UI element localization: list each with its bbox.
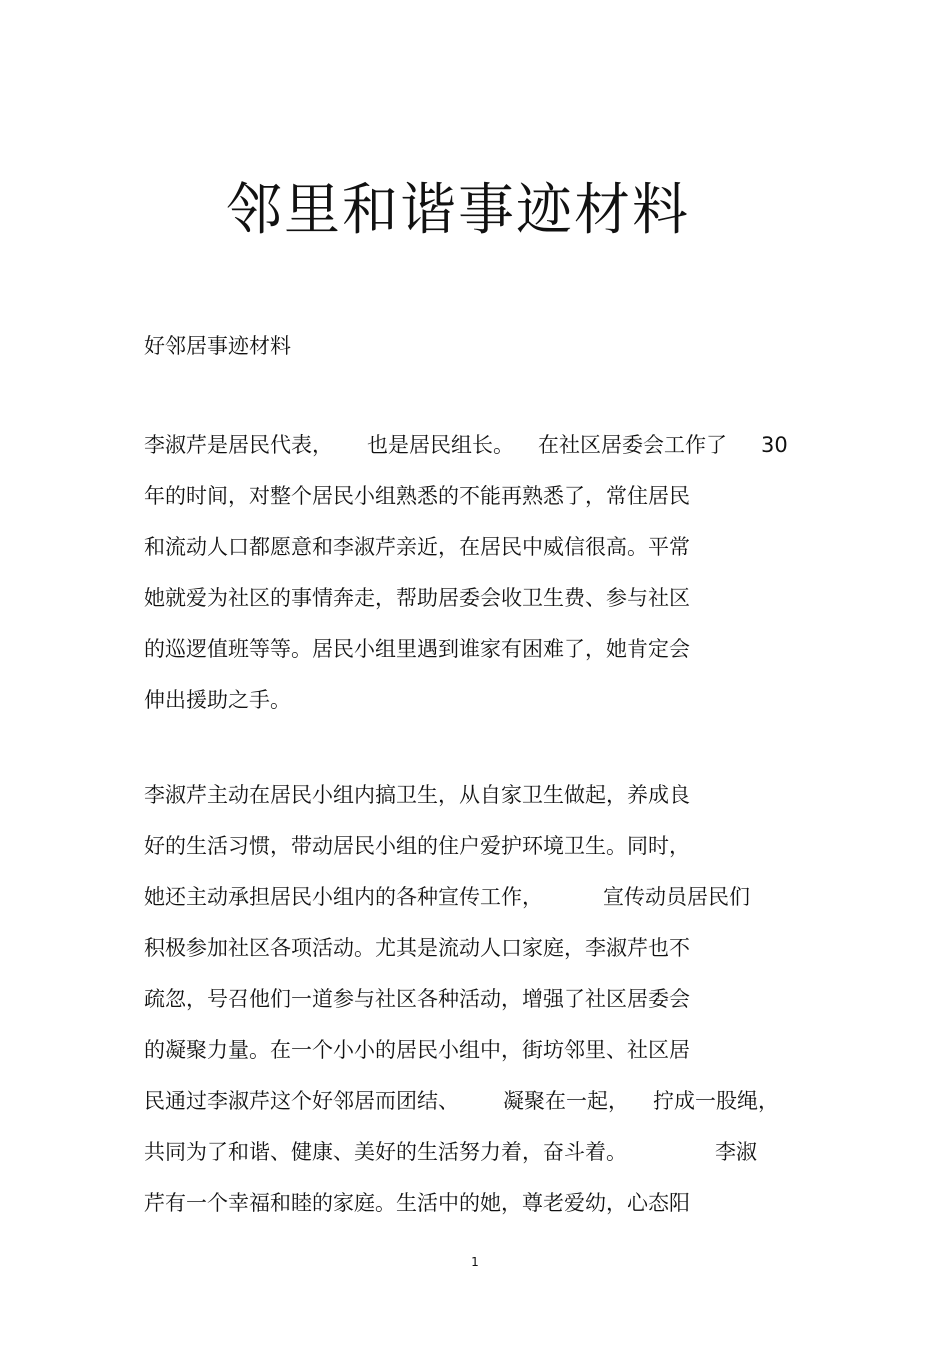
text-segment: 拧成一股绳， xyxy=(653,1089,779,1113)
text-segment: 凝聚在一起， xyxy=(503,1089,629,1113)
document-subtitle: 好邻居事迹材料 xyxy=(144,334,291,358)
page-number: 1 xyxy=(471,1255,479,1269)
paragraph-2-line-1: 李淑芹主动在居民小组内搞卫生，从自家卫生做起，养成良 xyxy=(144,783,690,807)
text-segment: 也是居民组长。 xyxy=(367,433,514,457)
text-segment: 李淑 xyxy=(715,1140,757,1164)
paragraph-2-line-9: 芹有一个幸福和睦的家庭。生活中的她，尊老爱幼，心态阳 xyxy=(144,1191,690,1215)
paragraph-1-line-1 xyxy=(144,430,824,481)
text-segment: 宣传动员居民们 xyxy=(603,885,750,909)
paragraph-1-line-6: 伸出援助之手。 xyxy=(144,688,291,712)
paragraph-1-line-5: 的巡逻值班等等。居民小组里遇到谁家有困难了，她肯定会 xyxy=(144,637,690,661)
text-segment: 在社区居委会工作了 xyxy=(538,433,727,457)
text-segment: 她还主动承担居民小组内的各种宣传工作， xyxy=(144,885,543,909)
paragraph-1-line-2: 年的时间，对整个居民小组熟悉的不能再熟悉了，常住居民 xyxy=(144,484,690,508)
paragraph-2 xyxy=(144,780,824,1239)
paragraph-2-line-7 xyxy=(144,1086,824,1137)
paragraph-1-line-4: 她就爱为社区的事情奔走，帮助居委会收卫生费、参与社区 xyxy=(144,586,690,610)
paragraph-2-line-8 xyxy=(144,1137,824,1188)
text-segment: 共同为了和谐、健康、美好的生活努力着，奋斗着。 xyxy=(144,1140,627,1164)
paragraph-2-line-4: 积极参加社区各项活动。尤其是流动人口家庭，李淑芹也不 xyxy=(144,936,690,960)
paragraph-2-line-3 xyxy=(144,882,824,933)
document-title: 邻里和谐事迹材料 xyxy=(226,178,690,243)
paragraph-2-line-6: 的凝聚力量。在一个小小的居民小组中，街坊邻里、社区居 xyxy=(144,1038,690,1062)
text-segment: 民通过李淑芹这个好邻居而团结、 xyxy=(144,1089,459,1113)
paragraph-1 xyxy=(144,430,824,736)
text-segment: 30 xyxy=(761,433,788,457)
paragraph-2-line-2: 好的生活习惯，带动居民小组的住户爱护环境卫生。同时， xyxy=(144,834,690,858)
paragraph-1-line-3: 和流动人口都愿意和李淑芹亲近，在居民中威信很高。平常 xyxy=(144,535,690,559)
text-segment: 李淑芹是居民代表， xyxy=(144,433,333,457)
paragraph-2-line-5: 疏忽，号召他们一道参与社区各种活动，增强了社区居委会 xyxy=(144,987,690,1011)
